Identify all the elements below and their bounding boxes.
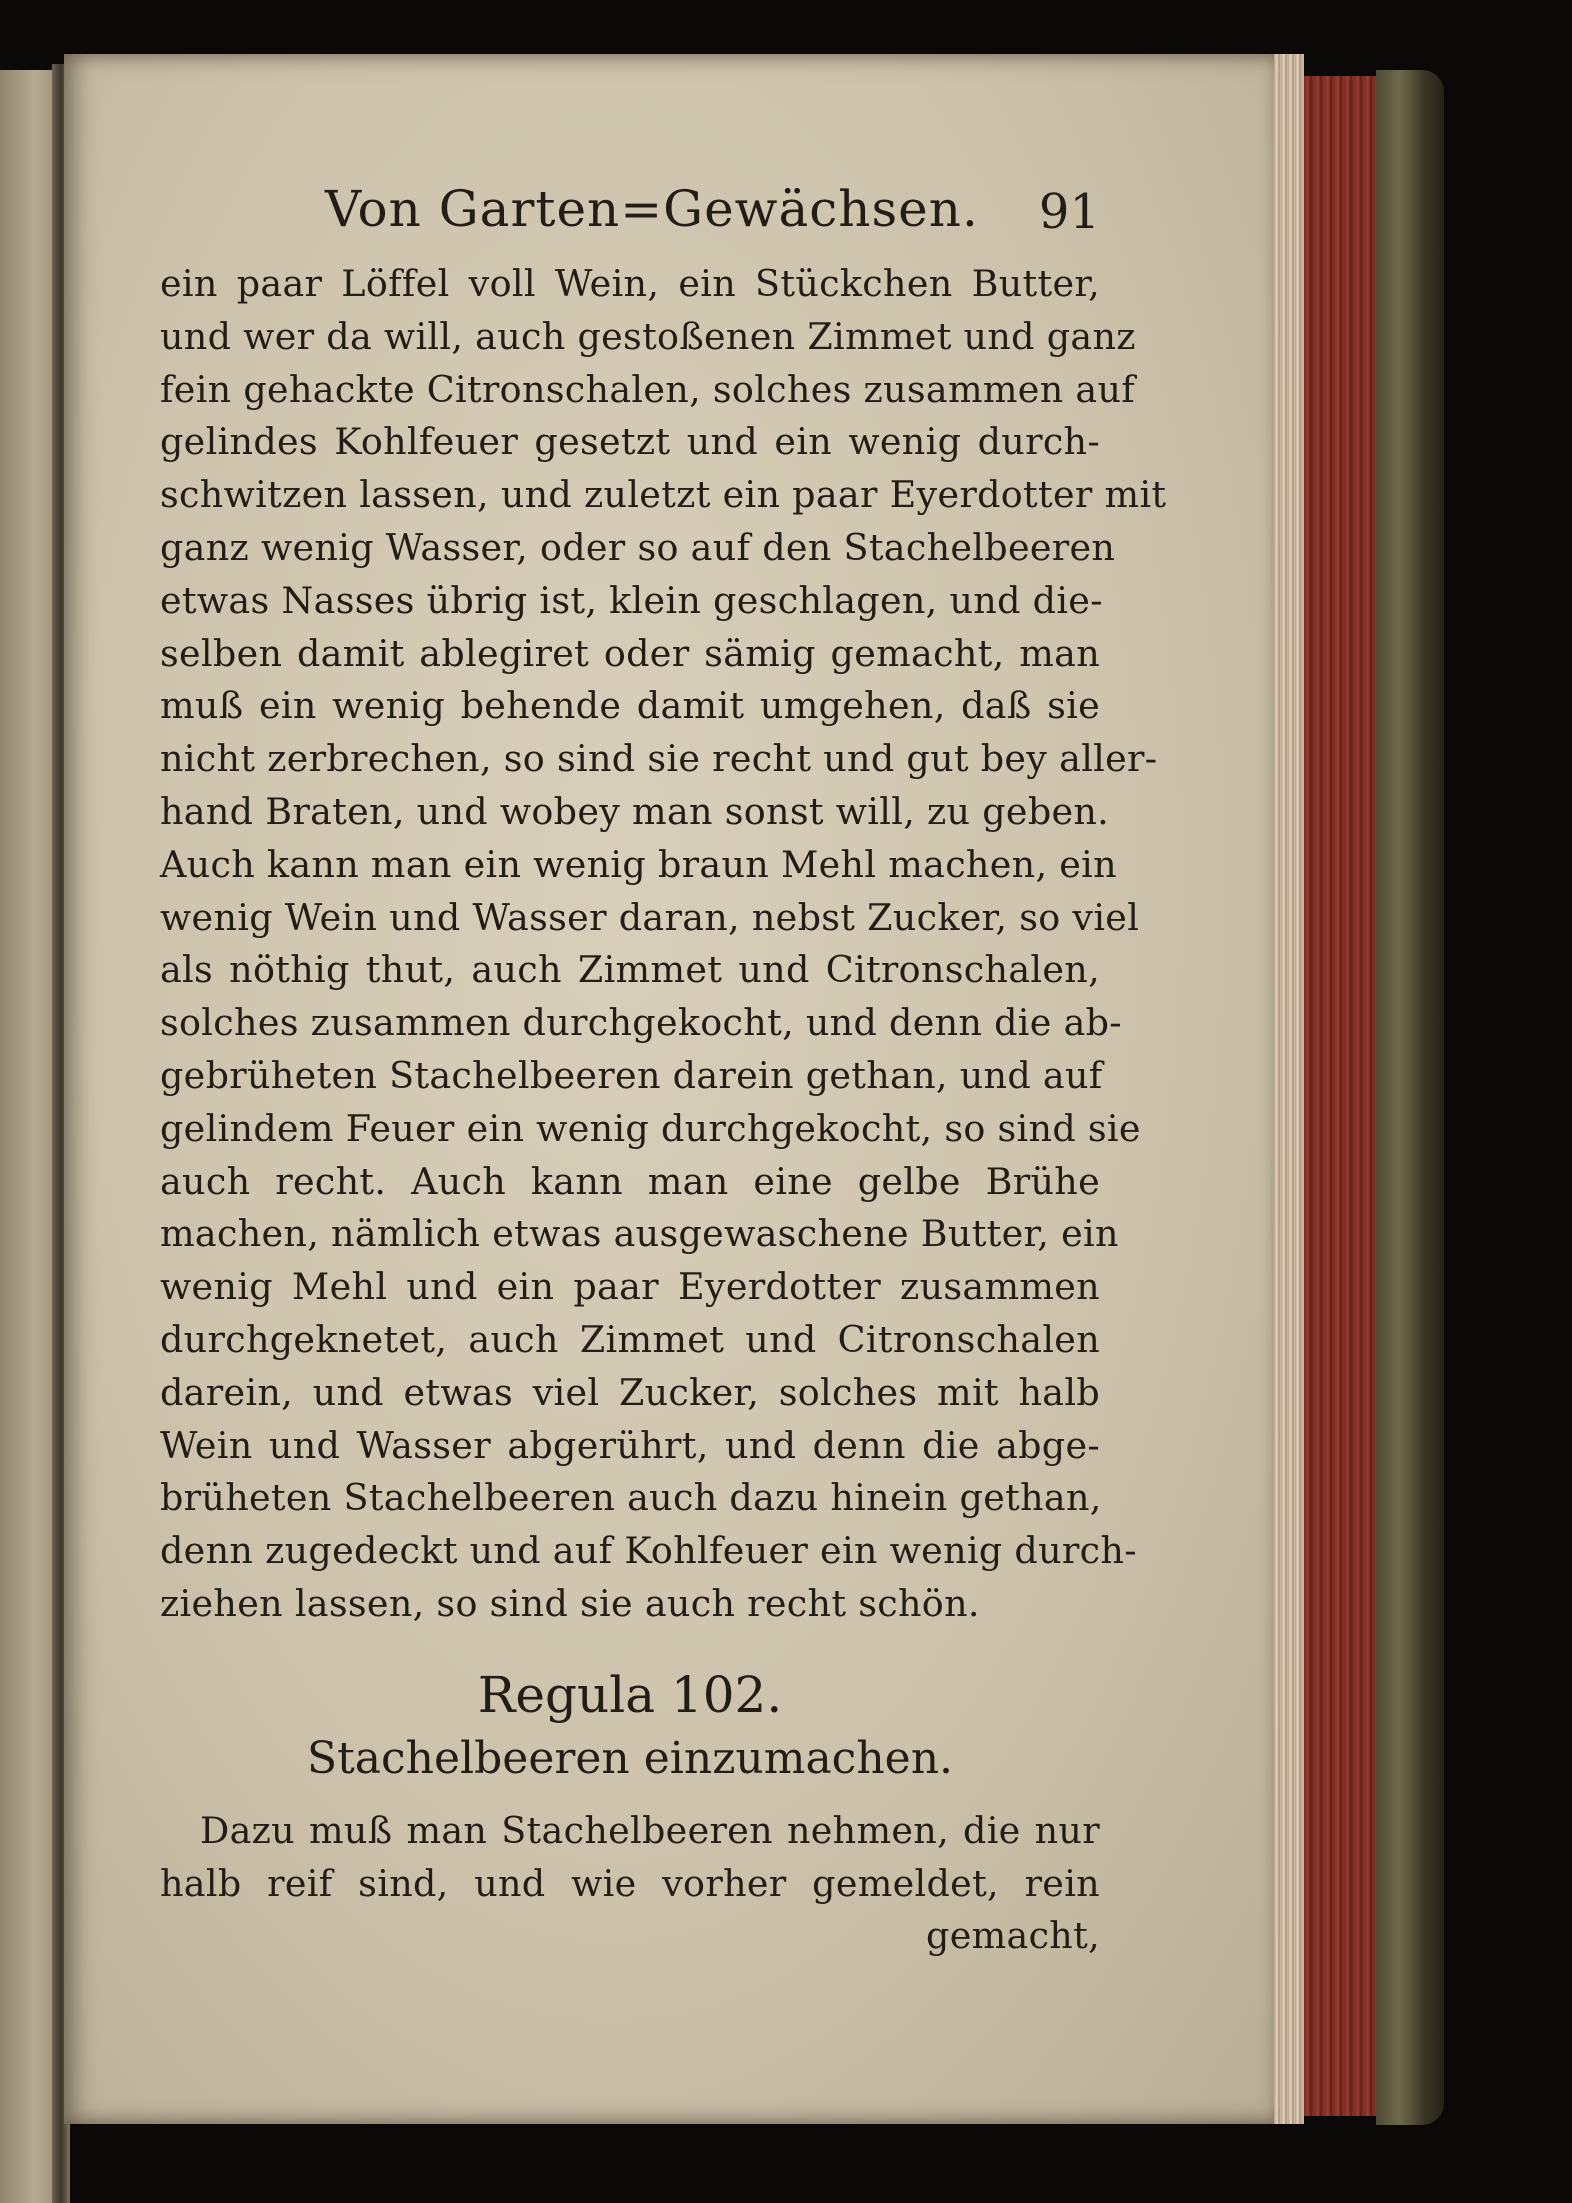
- catchword: gemacht,: [926, 1914, 1100, 1958]
- section-text: [160, 1805, 1100, 1963]
- text-line: machen, nämlich etwas ausgewaschene Butter, ein: [160, 1212, 1119, 1256]
- text-line: ganz wenig Wasser, oder so auf den Stachelbeeren: [160, 525, 1116, 569]
- section-title: Stachelbeeren einzumachen.: [306, 1732, 954, 1784]
- text-line: fein gehackte Citronschalen, solches zusammen auf: [160, 367, 1136, 411]
- text-line: brüheten Stachelbeeren auch dazu hinein gethan,: [160, 1476, 1102, 1520]
- text-line: schwitzen lassen, und zuletzt ein paar Eyerdotter mit: [160, 473, 1167, 517]
- text-line: nicht zerbrechen, so sind sie recht und gut bey aller-: [160, 737, 1158, 781]
- text-line: Auch kann man ein wenig braun Mehl machen, ein: [160, 842, 1117, 886]
- text-line: hand Braten, und wobey man sonst will, zu geben.: [160, 789, 1110, 833]
- text-line: ein paar Löffel voll Wein, ein Stückchen Butter,: [160, 262, 1100, 305]
- page-content: [160, 170, 1167, 1963]
- running-head: [160, 170, 1100, 250]
- text-line: gebrüheten Stachelbeeren darein gethan, und auf: [160, 1053, 1103, 1097]
- text-line: als nöthig thut, auch Zimmet und Citronschalen,: [160, 948, 1100, 992]
- text-line: denn zugedeckt und auf Kohlfeuer ein wenig durch-: [160, 1529, 1137, 1573]
- text-line: gelindem Feuer ein wenig durchgekocht, so sind sie: [160, 1106, 1141, 1150]
- text-line: wenig Mehl und ein paar Eyerdotter zusammen: [160, 1265, 1100, 1309]
- section-rule-number: Regula 102.: [477, 1665, 783, 1724]
- page-stack-edge: [1274, 54, 1304, 2124]
- text-line: solches zusammen durchgekocht, und denn die ab-: [160, 1001, 1122, 1045]
- body-text: [160, 258, 1167, 1631]
- text-line: darein, und etwas viel Zucker, solches mit halb: [160, 1370, 1100, 1414]
- text-line: muß ein wenig behende damit umgehen, daß sie: [160, 684, 1100, 728]
- text-line: durchgeknetet, auch Zimmet und Citronschalen: [160, 1317, 1100, 1361]
- text-line: halb reif sind, und wie vorher gemeldet, rein: [160, 1861, 1100, 1905]
- text-line: ziehen lassen, so sind sie auch recht schön.: [160, 1581, 980, 1625]
- text-line: Wein und Wasser abgerührt, und denn die abge-: [160, 1423, 1100, 1467]
- running-title: Von Garten=Gewächsen.: [325, 180, 979, 238]
- text-line: auch recht. Auch kann man eine gelbe Brühe: [160, 1159, 1100, 1203]
- text-line: etwas Nasses übrig ist, klein geschlagen, und die-: [160, 578, 1103, 622]
- text-line: und wer da will, auch gestoßenen Zimmet und ganz: [160, 314, 1136, 358]
- left-page-edge: [0, 70, 58, 2203]
- text-line: selben damit ablegiret oder sämig gemacht, man: [160, 631, 1100, 675]
- text-line: wenig Wein und Wasser daran, nebst Zucker, so viel: [160, 895, 1140, 939]
- text-line: Dazu muß man Stachelbeeren nehmen, die nur: [200, 1808, 1100, 1852]
- page-number: 91: [1038, 184, 1100, 240]
- text-line: gelindes Kohlfeuer gesetzt und ein wenig durch-: [160, 420, 1100, 464]
- book-cover: [1376, 70, 1444, 2125]
